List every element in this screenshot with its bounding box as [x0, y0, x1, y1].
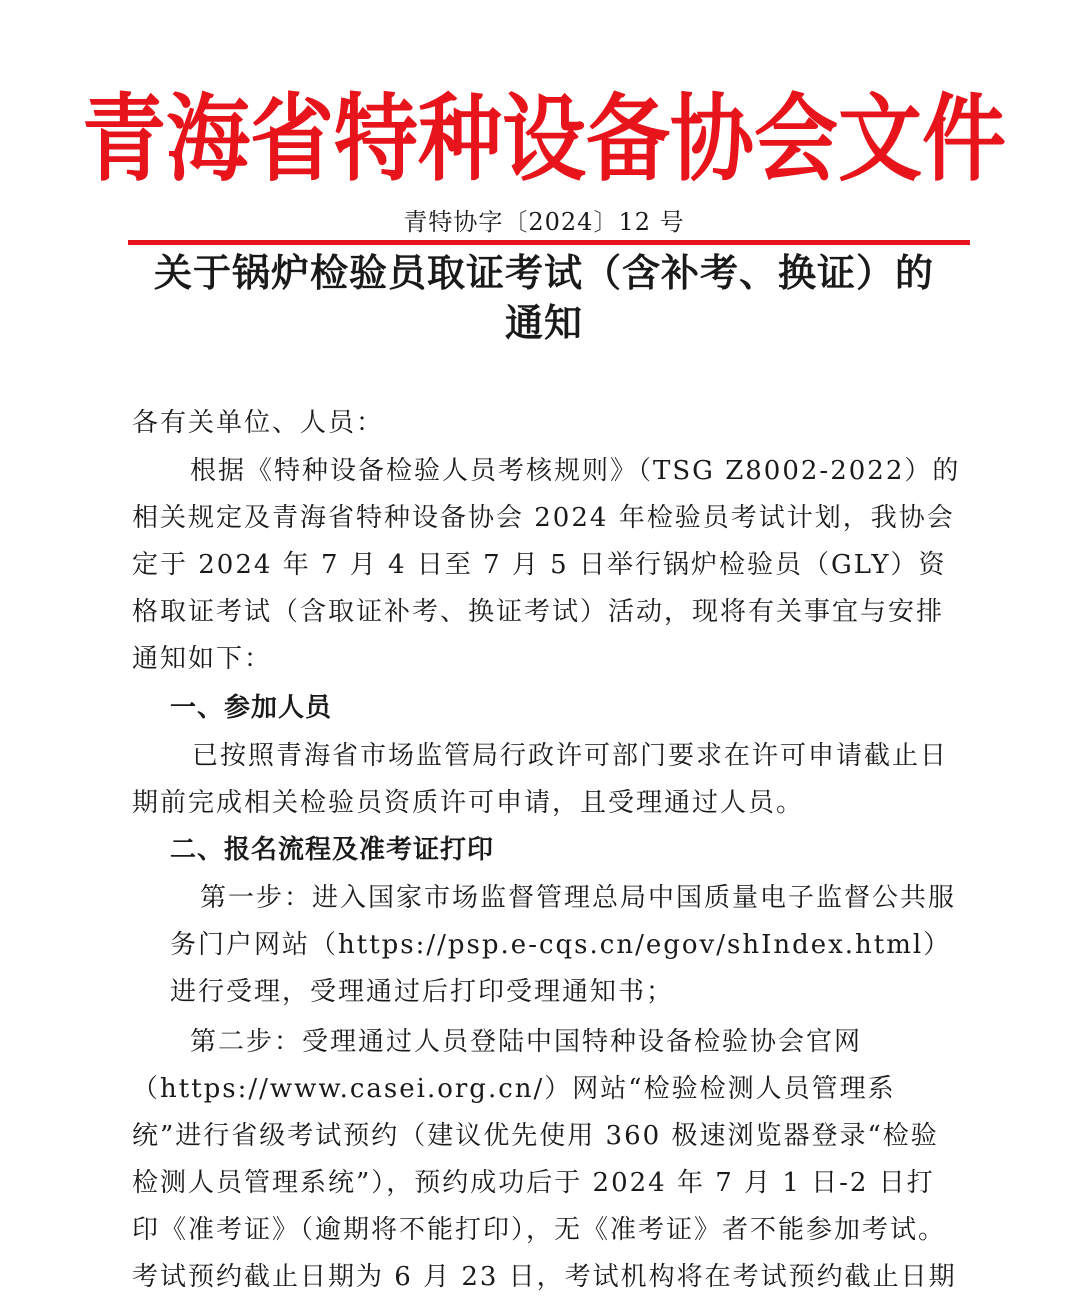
document-number: 青特协字〔2024〕12 号 — [403, 208, 685, 236]
notice-title-line-2: 通知 — [504, 300, 583, 345]
section-2-heading: 二、报名流程及准考证打印 — [170, 835, 495, 865]
salutation: 各有关单位、人员： — [132, 408, 385, 438]
step-1-paragraph: 第一步：进入国家市场监督管理总局中国质量电子监督公共服务门户网站（https://psp.e-cqs.cn/egov/shIndex.html）进行受理，受理通过后打印受理通知书； — [170, 883, 957, 1007]
masthead-title: 青海省特种设备协会文件 — [81, 84, 1006, 195]
notice-title-line-1: 关于锅炉检验员取证考试（含补考、换证）的 — [153, 250, 934, 295]
section-1-paragraph: 已按照青海省市场监管局行政许可部门要求在许可申请截止日期前完成相关检验员资质许可申请，且受理通过人员。 — [132, 741, 949, 818]
notice-title — [100, 248, 988, 348]
section-1-heading: 一、参加人员 — [170, 693, 333, 723]
step-2-paragraph: 第二步：受理通过人员登陆中国特种设备检验协会官网（https://www.casei.org.cn/）网站“检验检测人员管理系统”进行省级考试预约（建议优先使用 360 极速浏览器登录“检验检测人员管理系统”），预约成功后于 2024 年 7 月 1 日-2 日打印《准考证》（逾期将不能打印），无《准考证》者不能参加考试。考试预约截止日期为 6 月 23 日，考试机构将在考试预约截止日期 — [132, 1027, 957, 1292]
red-divider-line — [128, 240, 970, 245]
intro-paragraph: 根据《特种设备检验人员考核规则》（TSG Z8002-2022）的相关规定及青海省特种设备协会 2024 年检验员考试计划，我协会定于 2024 年 7 月 4 日至 7 月 5 日举行锅炉检验员（GLY）资格取证考试（含取证补考、换证考试）活动，现将有关事宜与安排通知如下： — [132, 456, 961, 674]
